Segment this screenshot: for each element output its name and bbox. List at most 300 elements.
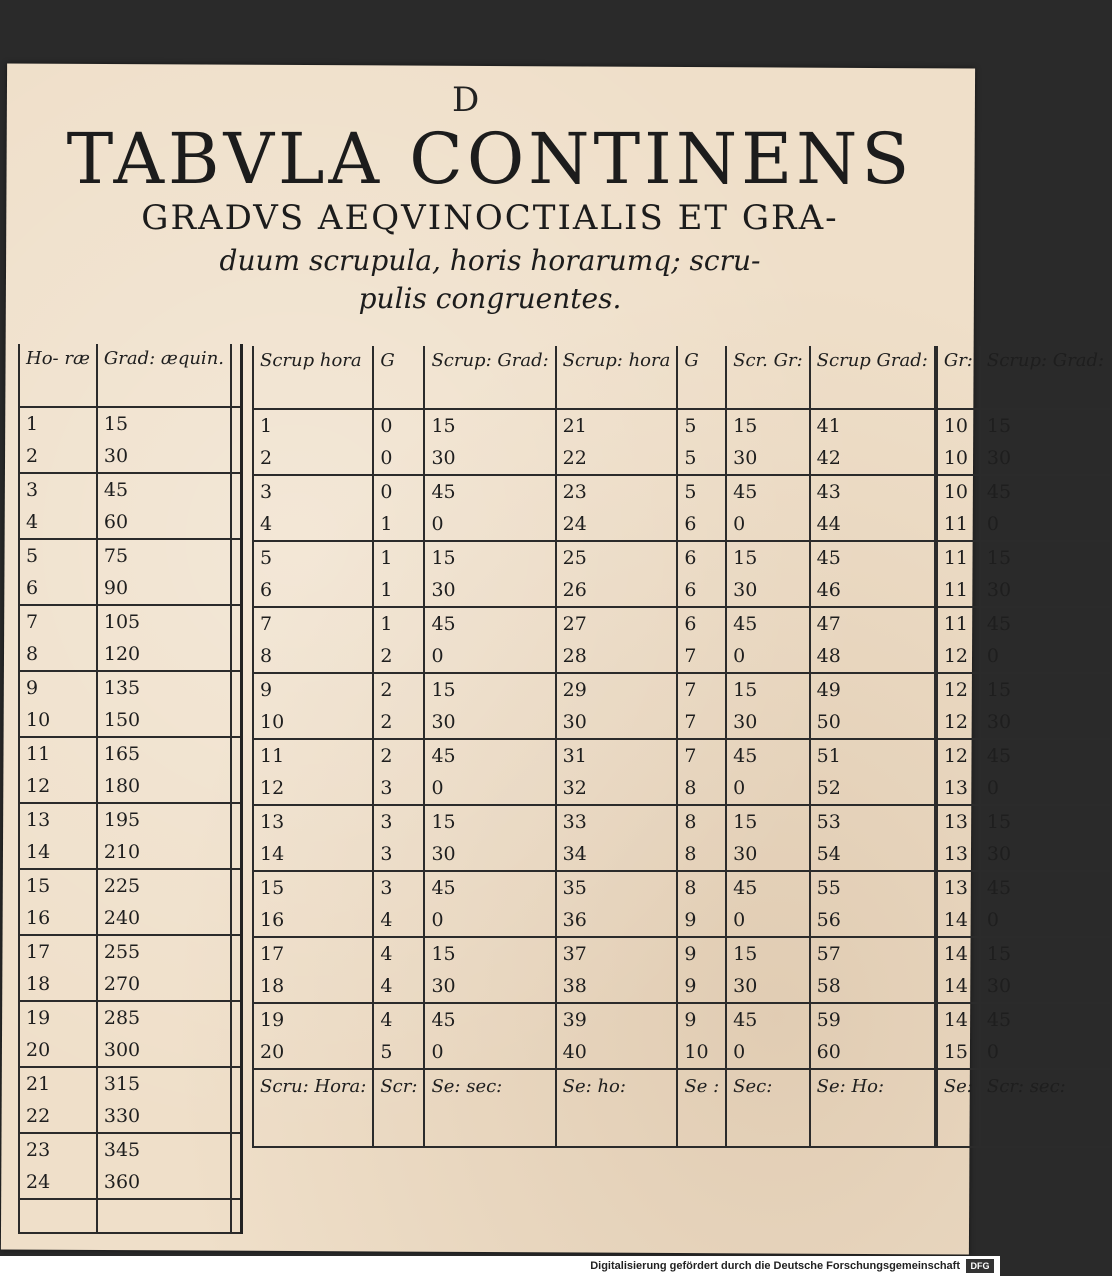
table-cell: 15 xyxy=(726,937,810,970)
table-cell: 45 xyxy=(424,607,555,640)
table-cell: 35 xyxy=(556,871,678,904)
table-cell: 0 xyxy=(726,904,810,937)
table-cell: 9 xyxy=(677,937,726,970)
spacer-cell xyxy=(231,1166,242,1199)
spacer-cell xyxy=(231,935,242,968)
table-cell: 2 xyxy=(253,442,373,475)
table-cell: 45 xyxy=(424,871,555,904)
table-cell: 105 xyxy=(97,605,231,638)
table-cell: 2 xyxy=(373,739,424,772)
table-cell: 120 xyxy=(97,638,231,671)
table-cell: 11 xyxy=(937,574,980,607)
spacer-cell xyxy=(231,869,242,902)
table-cell: 3 xyxy=(373,772,424,805)
table-cell: 51 xyxy=(810,739,935,772)
table-row xyxy=(253,772,1111,805)
table-cell: 18 xyxy=(253,970,373,1003)
table-cell: 14 xyxy=(937,970,980,1003)
table-cell: 10 xyxy=(677,1036,726,1069)
column-header: G xyxy=(677,346,726,409)
spacer-cell xyxy=(231,506,242,539)
footer-cell: Se: xyxy=(937,1069,980,1147)
table-cell: 14 xyxy=(19,836,97,869)
table-cell: 0 xyxy=(424,508,555,541)
table-row xyxy=(253,607,1111,640)
table-row xyxy=(19,671,242,704)
table-cell: 5 xyxy=(677,475,726,508)
spacer-cell xyxy=(231,1100,242,1133)
table-cell: 13 xyxy=(937,805,980,838)
table-cell: 8 xyxy=(253,640,373,673)
column-header: Grad: æquin. xyxy=(97,344,231,407)
table-row xyxy=(253,937,1111,970)
table-cell: 15 xyxy=(726,673,810,706)
table-cell: 37 xyxy=(556,937,678,970)
table-cell: 45 xyxy=(980,607,1111,640)
digitization-credit: Digitalisierung gefördert durch die Deutsche Forschungsgemeinschaft xyxy=(0,1256,1000,1276)
table-cell: 20 xyxy=(253,1036,373,1069)
column-header: G xyxy=(373,346,424,409)
table-row xyxy=(19,1001,242,1034)
table-cell: 45 xyxy=(726,739,810,772)
table-row xyxy=(253,640,1111,673)
table-row xyxy=(19,704,242,737)
table-cell: 30 xyxy=(980,970,1111,1003)
column-header: Scrup: Grad: xyxy=(424,346,555,409)
table-row xyxy=(253,805,1111,838)
spacer-cell xyxy=(231,605,242,638)
table-cell: 270 xyxy=(97,968,231,1001)
spacer-cell xyxy=(231,737,242,770)
table-cell: 29 xyxy=(556,673,678,706)
table-row xyxy=(19,572,242,605)
table-row xyxy=(19,1067,242,1100)
table-cell: 19 xyxy=(253,1003,373,1036)
footer-cell: Se: Ho: xyxy=(810,1069,935,1147)
table-cell: 0 xyxy=(373,475,424,508)
table-cell: 41 xyxy=(810,409,935,442)
table-cell: 45 xyxy=(980,871,1111,904)
table-cell: 15 xyxy=(980,805,1111,838)
table-cell: 33 xyxy=(556,805,678,838)
table-cell: 1 xyxy=(373,508,424,541)
spacer-cell xyxy=(231,836,242,869)
spacer-cell xyxy=(231,440,242,473)
table-row xyxy=(253,409,1111,442)
table-cell: 55 xyxy=(810,871,935,904)
spacer-cell xyxy=(231,344,242,407)
table-cell: 58 xyxy=(810,970,935,1003)
table-row xyxy=(253,706,1111,739)
table-cell: 53 xyxy=(810,805,935,838)
table-cell: 30 xyxy=(726,442,810,475)
table-cell: 15 xyxy=(424,541,555,574)
table-cell: 5 xyxy=(677,442,726,475)
spacer-cell xyxy=(231,671,242,704)
table-cell: 30 xyxy=(424,970,555,1003)
table-cell: 45 xyxy=(980,739,1111,772)
table-cell: 23 xyxy=(19,1133,97,1166)
table-row xyxy=(19,1166,242,1199)
table-cell: 30 xyxy=(424,442,555,475)
spacer-cell xyxy=(231,770,242,803)
table-cell: 50 xyxy=(810,706,935,739)
table-cell: 2 xyxy=(373,706,424,739)
table-cell: 12 xyxy=(937,739,980,772)
table-cell: 8 xyxy=(677,871,726,904)
table-cell: 7 xyxy=(19,605,97,638)
table-cell: 12 xyxy=(937,640,980,673)
table-cell: 48 xyxy=(810,640,935,673)
table-cell: 9 xyxy=(19,671,97,704)
table-cell: 13 xyxy=(253,805,373,838)
table-row xyxy=(19,605,242,638)
table-cell: 45 xyxy=(726,475,810,508)
table-cell: 60 xyxy=(810,1036,935,1069)
table-cell: 40 xyxy=(556,1036,678,1069)
table-cell: 15 xyxy=(424,937,555,970)
table-cell: 13 xyxy=(937,772,980,805)
table-row xyxy=(253,871,1111,904)
table-cell: 52 xyxy=(810,772,935,805)
table-cell: 0 xyxy=(980,904,1111,937)
table-cell: 38 xyxy=(556,970,678,1003)
table-cell: 15 xyxy=(980,937,1111,970)
page-title: TABVLA CONTINENS xyxy=(66,118,914,200)
table-cell: 30 xyxy=(97,440,231,473)
table-cell: 15 xyxy=(19,869,97,902)
table-row xyxy=(253,739,1111,772)
table-cell: 45 xyxy=(97,473,231,506)
table-row xyxy=(253,673,1111,706)
table-cell: 10 xyxy=(937,475,980,508)
table-row xyxy=(19,440,242,473)
table-cell: 56 xyxy=(810,904,935,937)
table-cell: 54 xyxy=(810,838,935,871)
table-cell: 34 xyxy=(556,838,678,871)
table-cell: 15 xyxy=(980,541,1111,574)
table-footer-row xyxy=(253,1069,1111,1147)
table-cell: 10 xyxy=(19,704,97,737)
table-cell: 3 xyxy=(253,475,373,508)
subtitle-line-1: GRADVS AEQVINOCTIALIS ET GRA- xyxy=(141,198,839,238)
table-cell: 2 xyxy=(373,673,424,706)
table-cell: 9 xyxy=(677,970,726,1003)
table-cell: 75 xyxy=(97,539,231,572)
table-cell: 5 xyxy=(253,541,373,574)
table-cell: 30 xyxy=(556,706,678,739)
table-cell: 3 xyxy=(373,838,424,871)
table-cell: 11 xyxy=(937,607,980,640)
table-cell: 17 xyxy=(253,937,373,970)
table-cell: 45 xyxy=(726,1003,810,1036)
footer-cell: Scr: xyxy=(373,1069,424,1147)
table-cell: 45 xyxy=(980,475,1111,508)
table-cell: 15 xyxy=(937,1036,980,1069)
table-cell: 4 xyxy=(19,506,97,539)
table-cell: 5 xyxy=(19,539,97,572)
table-cell: 10 xyxy=(253,706,373,739)
table-cell: 21 xyxy=(19,1067,97,1100)
table-cell: 46 xyxy=(810,574,935,607)
table-row xyxy=(19,506,242,539)
table-cell: 31 xyxy=(556,739,678,772)
table-row xyxy=(253,574,1111,607)
minutes-degrees-table xyxy=(252,346,1112,1148)
table-cell: 1 xyxy=(373,574,424,607)
table-cell: 90 xyxy=(97,572,231,605)
table-header-row xyxy=(253,346,1111,409)
table-cell: 12 xyxy=(19,770,97,803)
spacer-cell xyxy=(231,704,242,737)
table-cell: 20 xyxy=(19,1034,97,1067)
table-cell: 30 xyxy=(980,838,1111,871)
column-header: Scrup Grad: xyxy=(810,346,935,409)
table-cell: 15 xyxy=(980,673,1111,706)
table-row xyxy=(253,970,1111,1003)
table-cell: 22 xyxy=(19,1100,97,1133)
table-cell: 165 xyxy=(97,737,231,770)
table-cell: 2 xyxy=(373,640,424,673)
table-cell: 59 xyxy=(810,1003,935,1036)
footer-cell: Sec: xyxy=(726,1069,810,1147)
spacer-cell xyxy=(231,1067,242,1100)
table-cell: 0 xyxy=(980,508,1111,541)
table-cell: 45 xyxy=(810,541,935,574)
spacer-cell xyxy=(231,539,242,572)
table-cell: 14 xyxy=(253,838,373,871)
table-cell: 330 xyxy=(97,1100,231,1133)
empty-cell xyxy=(97,1199,231,1233)
column-header: Scr. Gr: xyxy=(726,346,810,409)
table-cell: 7 xyxy=(677,640,726,673)
table-cell: 39 xyxy=(556,1003,678,1036)
spacer-cell xyxy=(231,407,242,440)
empty-cell xyxy=(19,1199,97,1233)
table-cell: 30 xyxy=(726,970,810,1003)
table-cell: 4 xyxy=(373,970,424,1003)
table-cell: 0 xyxy=(980,640,1111,673)
table-row xyxy=(19,968,242,1001)
table-cell: 5 xyxy=(677,409,726,442)
table-cell: 0 xyxy=(424,904,555,937)
table-row xyxy=(253,508,1111,541)
table-cell: 44 xyxy=(810,508,935,541)
table-cell: 45 xyxy=(424,739,555,772)
column-header: Scrup: Grad: xyxy=(980,346,1111,409)
table-cell: 6 xyxy=(677,508,726,541)
spacer-cell xyxy=(231,902,242,935)
table-cell: 30 xyxy=(726,838,810,871)
spacer-cell xyxy=(231,1133,242,1166)
table-header-row xyxy=(19,344,242,407)
table-cell: 240 xyxy=(97,902,231,935)
table-cell: 11 xyxy=(937,508,980,541)
table-cell: 15 xyxy=(253,871,373,904)
table-cell: 45 xyxy=(980,1003,1111,1036)
table-row xyxy=(19,473,242,506)
table-row xyxy=(253,541,1111,574)
table-row xyxy=(19,539,242,572)
table-cell: 45 xyxy=(726,871,810,904)
table-cell: 57 xyxy=(810,937,935,970)
table-cell: 14 xyxy=(937,937,980,970)
table-cell: 15 xyxy=(726,541,810,574)
table-cell: 43 xyxy=(810,475,935,508)
table-cell: 1 xyxy=(253,409,373,442)
table-cell: 13 xyxy=(19,803,97,836)
table-cell: 0 xyxy=(373,442,424,475)
table-cell: 30 xyxy=(424,706,555,739)
footer-cell: Scr: sec: xyxy=(980,1069,1111,1147)
table-cell: 15 xyxy=(424,409,555,442)
table-cell: 0 xyxy=(726,772,810,805)
table-row xyxy=(19,869,242,902)
table-cell: 255 xyxy=(97,935,231,968)
table-cell: 0 xyxy=(424,772,555,805)
table-cell: 6 xyxy=(253,574,373,607)
column-header: Scrup hora xyxy=(253,346,373,409)
table-row xyxy=(19,902,242,935)
table-cell: 10 xyxy=(937,442,980,475)
table-cell: 45 xyxy=(424,1003,555,1036)
table-row xyxy=(253,904,1111,937)
table-cell: 15 xyxy=(726,805,810,838)
table-cell: 12 xyxy=(253,772,373,805)
table-cell: 13 xyxy=(937,871,980,904)
table-cell: 6 xyxy=(677,574,726,607)
table-cell: 180 xyxy=(97,770,231,803)
table-row xyxy=(19,1133,242,1166)
table-row xyxy=(19,1034,242,1067)
table-cell: 45 xyxy=(424,475,555,508)
table-cell: 4 xyxy=(373,1003,424,1036)
table-cell: 9 xyxy=(677,1003,726,1036)
table-row xyxy=(19,803,242,836)
table-cell: 8 xyxy=(19,638,97,671)
table-cell: 14 xyxy=(937,1003,980,1036)
table-cell: 0 xyxy=(980,1036,1111,1069)
table-row xyxy=(253,442,1111,475)
table-cell: 135 xyxy=(97,671,231,704)
table-cell: 1 xyxy=(373,541,424,574)
table-cell: 3 xyxy=(19,473,97,506)
table-cell: 11 xyxy=(253,739,373,772)
footer-cell: Se: ho: xyxy=(556,1069,678,1147)
column-header: Gr: xyxy=(937,346,980,409)
table-cell: 30 xyxy=(424,838,555,871)
table-cell: 345 xyxy=(97,1133,231,1166)
table-cell: 30 xyxy=(980,574,1111,607)
table-cell: 3 xyxy=(373,871,424,904)
table-cell: 27 xyxy=(556,607,678,640)
table-cell: 30 xyxy=(980,706,1111,739)
table-cell: 15 xyxy=(424,673,555,706)
table-cell: 30 xyxy=(726,706,810,739)
table-cell: 11 xyxy=(937,541,980,574)
table-cell: 24 xyxy=(19,1166,97,1199)
table-cell: 7 xyxy=(253,607,373,640)
subtitle-line-2: duum scrupula, horis horarumq; scru- xyxy=(219,244,761,277)
table-row xyxy=(253,838,1111,871)
table-row xyxy=(19,1199,242,1233)
spacer-cell xyxy=(231,803,242,836)
table-cell: 8 xyxy=(677,805,726,838)
table-cell: 23 xyxy=(556,475,678,508)
table-cell: 32 xyxy=(556,772,678,805)
hours-degrees-table xyxy=(18,344,243,1234)
table-cell: 14 xyxy=(937,904,980,937)
spacer-cell xyxy=(231,1034,242,1067)
footer-cell: Se : xyxy=(677,1069,726,1147)
table-cell: 195 xyxy=(97,803,231,836)
spacer-cell xyxy=(231,572,242,605)
table-cell: 6 xyxy=(677,607,726,640)
table-cell: 15 xyxy=(726,409,810,442)
spacer-cell xyxy=(231,1001,242,1034)
footer-cell: Scru: Hora: xyxy=(253,1069,373,1147)
table-cell: 21 xyxy=(556,409,678,442)
table-cell: 315 xyxy=(97,1067,231,1100)
table-cell: 8 xyxy=(677,772,726,805)
table-cell: 3 xyxy=(373,805,424,838)
table-cell: 36 xyxy=(556,904,678,937)
table-cell: 8 xyxy=(677,838,726,871)
table-cell: 9 xyxy=(677,904,726,937)
dfg-logo: DFG xyxy=(966,1259,994,1273)
table-cell: 7 xyxy=(677,739,726,772)
table-cell: 15 xyxy=(980,409,1111,442)
table-cell: 0 xyxy=(373,409,424,442)
table-cell: 4 xyxy=(373,937,424,970)
table-cell: 18 xyxy=(19,968,97,1001)
table-cell: 6 xyxy=(19,572,97,605)
table-cell: 0 xyxy=(726,508,810,541)
table-cell: 25 xyxy=(556,541,678,574)
spacer-cell xyxy=(231,473,242,506)
table-cell: 60 xyxy=(97,506,231,539)
table-cell: 49 xyxy=(810,673,935,706)
table-cell: 22 xyxy=(556,442,678,475)
table-cell: 4 xyxy=(253,508,373,541)
table-cell: 6 xyxy=(677,541,726,574)
table-cell: 11 xyxy=(19,737,97,770)
column-header: Scrup: hora xyxy=(556,346,678,409)
table-cell: 30 xyxy=(726,574,810,607)
table-cell: 285 xyxy=(97,1001,231,1034)
table-cell: 45 xyxy=(726,607,810,640)
table-row xyxy=(19,1100,242,1133)
table-cell: 2 xyxy=(19,440,97,473)
signature-mark: D xyxy=(452,80,480,120)
table-cell: 0 xyxy=(726,1036,810,1069)
column-header: Ho- ræ xyxy=(19,344,97,407)
table-cell: 5 xyxy=(373,1036,424,1069)
table-row xyxy=(253,1036,1111,1069)
table-cell: 13 xyxy=(937,838,980,871)
table-cell: 15 xyxy=(424,805,555,838)
table-cell: 12 xyxy=(937,673,980,706)
table-row xyxy=(19,638,242,671)
table-cell: 0 xyxy=(424,640,555,673)
table-cell: 225 xyxy=(97,869,231,902)
table-cell: 360 xyxy=(97,1166,231,1199)
table-row xyxy=(19,836,242,869)
table-cell: 9 xyxy=(253,673,373,706)
table-cell: 0 xyxy=(424,1036,555,1069)
table-cell: 300 xyxy=(97,1034,231,1067)
table-cell: 7 xyxy=(677,706,726,739)
